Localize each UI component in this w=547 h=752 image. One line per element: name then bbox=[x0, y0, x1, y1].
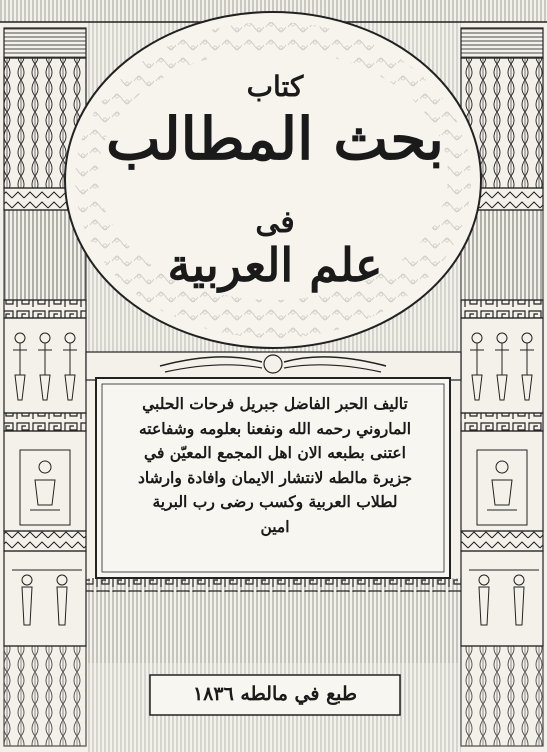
imprint-text: طبع في مالطه ١٨٣٦ bbox=[192, 683, 358, 705]
main-title: بحث المطالب bbox=[106, 105, 444, 173]
winged-disk-ornament bbox=[86, 352, 461, 380]
author-block bbox=[115, 392, 435, 539]
author-line: جزيرة مالطه لانتشار الايمان وافادة وارشاد bbox=[137, 467, 413, 487]
author-line: اعتنى بطبعه الان اهل المجمع المعيّن في bbox=[144, 443, 406, 462]
author-line: امين bbox=[260, 516, 290, 536]
subject-title: علم العربية bbox=[167, 238, 383, 292]
author-line: تاليف الحبر الفاضل جبريل فرحات الحلبي bbox=[142, 394, 408, 413]
author-line: الماروني رحمه الله ونفعنا بعلومه وشفاعته bbox=[138, 418, 412, 438]
kitab-label: كتاب bbox=[246, 70, 304, 103]
preposition-label: فى bbox=[255, 205, 295, 240]
author-line: لطلاب العربية وكسب رضى رب البرية bbox=[152, 492, 398, 511]
